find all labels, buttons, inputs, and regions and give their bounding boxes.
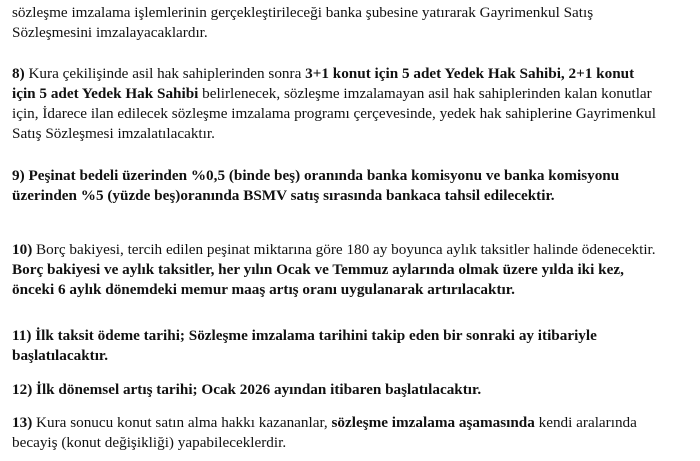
p8-number: 8): [12, 65, 25, 82]
paragraph-10: [12, 240, 692, 300]
p10-number: 10): [12, 241, 33, 258]
p9-line-2: üzerinden %5 (yüzde beş)oranında BSMV satış sırasında bankaca tahsil edilecektir.: [12, 187, 555, 204]
paragraph-8: [12, 64, 692, 144]
p13-line-1-text: Kura sonucu konut satın alma hakkı kazananlar,: [32, 414, 332, 431]
p13-line-1-tail: kendi aralarında: [534, 414, 637, 431]
paragraph-12: [12, 380, 692, 400]
p10-line-3: önceki 6 aylık dönemdeki memur maaş artış oranı uygulanarak artırılacaktır.: [12, 281, 515, 298]
p8-line-2: [12, 84, 692, 104]
p11-line-2: başlatılacaktır.: [12, 347, 109, 364]
paragraph-11: [12, 326, 692, 366]
p10-line-2: Borç bakiyesi ve aylık taksitler, her yılın Ocak ve Temmuz aylarında olmak üzere yılda iki kez,: [12, 261, 624, 278]
p8-line-1: [12, 64, 692, 84]
p10-line-1: [12, 240, 692, 260]
intro-line-1: sözleşme imzalama işlemlerinin gerçekleştirileceği banka şubesine yatırarak Gayrimenkul Satış: [12, 4, 594, 21]
paragraph-9: [12, 166, 692, 206]
paragraph-intro: [12, 3, 692, 43]
p8-line-2-bold: için 5 adet Yedek Hak Sahibi: [12, 85, 199, 102]
p12-line-1: 12) İlk dönemsel artış tarihi; Ocak 2026 ayından itibaren başlatılacaktır.: [12, 381, 482, 398]
p13-line-1: [12, 413, 692, 433]
p10-line-1-text: Borç bakiyesi, tercih edilen peşinat miktarına göre 180 ay boyunca aylık taksitler halinde ödenecektir.: [32, 241, 656, 258]
p8-line-4: Satış Sözleşmesi imzalatılacaktır.: [12, 125, 215, 142]
p11-line-1: 11) İlk taksit ödeme tarihi; Sözleşme imzalama tarihini takip eden bir sonraki ay itibariyle: [12, 327, 597, 344]
intro-line-2: Sözleşmesini imzalayacaklardır.: [12, 24, 208, 41]
p13-line-1-bold: sözleşme imzalama aşamasında: [331, 414, 535, 431]
p9-line-1: 9) Peşinat bedeli üzerinden %0,5 (binde beş) oranında banka komisyonu ve banka komisyonu: [12, 167, 620, 184]
p8-line-1-bold: 3+1 konut için 5 adet Yedek Hak Sahibi, 2+1 konut: [305, 65, 635, 82]
p8-line-2-text: belirlenecek, sözleşme imzalamayan asil hak sahiplerinden kalan konutlar: [198, 85, 652, 102]
p8-line-1-text: Kura çekilişinde asil hak sahiplerinden sonra: [24, 65, 306, 82]
p13-line-2: becayiş (konut değişikliği) yapabileceklerdir.: [12, 434, 287, 451]
p13-number: 13): [12, 414, 33, 431]
paragraph-13: [12, 413, 692, 453]
p8-line-3: için, İdarece ilan edilecek sözleşme imzalama programı çerçevesinde, yedek hak sahiplerine Gayrimenkul: [12, 105, 656, 122]
